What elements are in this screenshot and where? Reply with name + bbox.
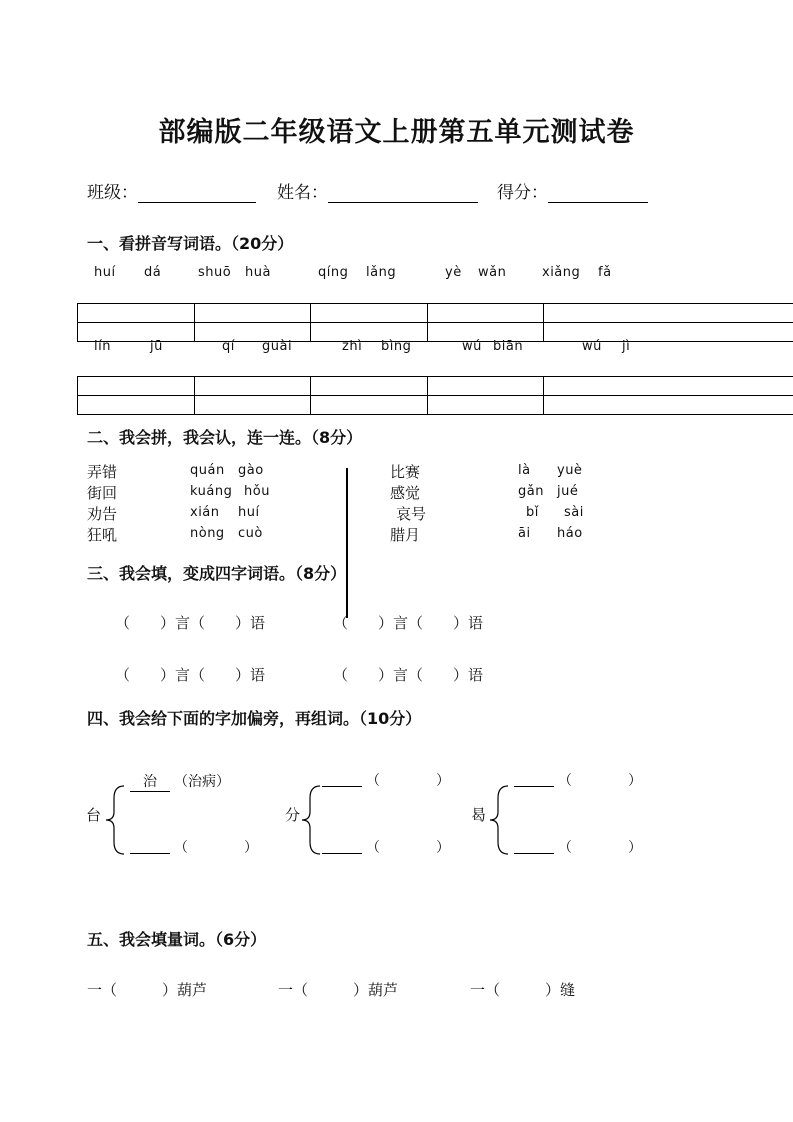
divider-line bbox=[346, 468, 348, 618]
match-pinyin: huí bbox=[238, 505, 260, 520]
writing-cell[interactable] bbox=[78, 377, 195, 396]
class-field bbox=[87, 178, 256, 203]
writing-cell[interactable] bbox=[544, 396, 793, 415]
section4-heading: 四、我会给下面的字加偏旁，再组词。（10分） bbox=[87, 709, 422, 728]
match-pinyin: gǎn bbox=[518, 484, 544, 499]
writing-cell[interactable] bbox=[78, 396, 195, 415]
writing-grid-1 bbox=[77, 303, 793, 342]
class-label: 班级： bbox=[87, 183, 138, 203]
writing-cell[interactable] bbox=[544, 323, 793, 342]
writing-cell[interactable] bbox=[78, 304, 195, 323]
brace-icon bbox=[488, 784, 510, 856]
radical-blank[interactable] bbox=[514, 853, 554, 854]
match-pinyin: hǒu bbox=[244, 484, 270, 499]
base-char: 曷 bbox=[471, 806, 487, 824]
class-blank[interactable] bbox=[138, 184, 256, 203]
base-char: 分 bbox=[285, 806, 301, 824]
pinyin: lǎng bbox=[366, 265, 397, 280]
word-blank[interactable]: （ ） bbox=[558, 773, 642, 789]
match-pinyin: xián bbox=[190, 505, 220, 520]
section2-heading: 二、我会拼，我会认，连一连。（8分） bbox=[87, 428, 363, 447]
writing-cell[interactable] bbox=[427, 396, 544, 415]
pinyin: bìng bbox=[381, 339, 412, 354]
pinyin: huí bbox=[94, 265, 116, 280]
word-blank[interactable]: （ ） bbox=[366, 840, 450, 856]
match-word: 弄错 bbox=[87, 463, 118, 481]
pinyin: fǎ bbox=[598, 265, 612, 280]
match-word: 哀号 bbox=[396, 505, 427, 523]
writing-cell[interactable] bbox=[194, 396, 311, 415]
word-blank[interactable]: （ ） bbox=[366, 773, 450, 789]
pinyin: zhì bbox=[342, 339, 363, 354]
match-pinyin: jué bbox=[557, 484, 579, 499]
match-pinyin: kuáng bbox=[190, 484, 233, 499]
section3-heading: 三、我会填，变成四字词语。（8分） bbox=[87, 564, 347, 583]
score-field bbox=[497, 178, 648, 203]
score-blank[interactable] bbox=[548, 184, 648, 203]
base-char: 台 bbox=[86, 806, 102, 824]
pinyin: dá bbox=[144, 265, 162, 280]
match-pinyin: gào bbox=[238, 463, 264, 478]
word-blank[interactable]: （ ） bbox=[558, 840, 642, 856]
example-word: （治病） bbox=[174, 774, 230, 790]
name-label: 姓名： bbox=[277, 183, 328, 203]
match-pinyin: yuè bbox=[557, 463, 583, 478]
match-pinyin: cuò bbox=[238, 526, 263, 541]
match-pinyin: āi bbox=[518, 526, 531, 541]
idiom-blank[interactable]: （ ）言（ ）语 bbox=[115, 666, 266, 684]
radical-blank[interactable] bbox=[322, 853, 362, 854]
brace-icon bbox=[104, 784, 126, 856]
writing-grid-2 bbox=[77, 376, 793, 415]
pinyin: wú bbox=[462, 339, 482, 354]
writing-cell[interactable] bbox=[194, 304, 311, 323]
match-pinyin: háo bbox=[557, 526, 583, 541]
match-word: 狂吼 bbox=[87, 526, 118, 544]
match-pinyin: quán bbox=[190, 463, 225, 478]
pinyin: yè bbox=[445, 265, 462, 280]
writing-cell[interactable] bbox=[311, 304, 428, 323]
writing-cell[interactable] bbox=[427, 377, 544, 396]
section5-heading: 五、我会填量词。（6分） bbox=[87, 930, 267, 949]
radical-blank[interactable] bbox=[322, 786, 362, 787]
radical-blank[interactable] bbox=[514, 786, 554, 787]
writing-cell[interactable] bbox=[427, 323, 544, 342]
idiom-blank[interactable]: （ ）言（ ）语 bbox=[333, 666, 484, 684]
writing-cell[interactable] bbox=[311, 377, 428, 396]
pinyin: wǎn bbox=[478, 265, 507, 280]
pinyin: lín bbox=[94, 339, 111, 354]
pinyin: qí bbox=[222, 339, 235, 354]
name-blank[interactable] bbox=[328, 184, 478, 203]
word-blank[interactable]: （ ） bbox=[174, 840, 258, 856]
pinyin: huà bbox=[245, 265, 271, 280]
pinyin: qíng bbox=[318, 265, 349, 280]
pinyin: xiǎng bbox=[542, 265, 581, 280]
pinyin: biān bbox=[493, 339, 524, 354]
match-pinyin: nòng bbox=[190, 526, 225, 541]
measure-word-blank[interactable]: 一（ ）葫芦 bbox=[87, 981, 208, 999]
measure-word-blank[interactable]: 一（ ）葫芦 bbox=[278, 981, 399, 999]
writing-cell[interactable] bbox=[544, 304, 793, 323]
writing-cell[interactable] bbox=[194, 377, 311, 396]
pinyin: jū bbox=[150, 339, 163, 354]
match-word: 街回 bbox=[87, 484, 118, 502]
pinyin: wú bbox=[582, 339, 602, 354]
writing-cell[interactable] bbox=[311, 396, 428, 415]
pinyin: jì bbox=[622, 339, 631, 354]
idiom-blank[interactable]: （ ）言（ ）语 bbox=[333, 614, 484, 632]
example-char: 治 bbox=[130, 771, 170, 792]
score-label: 得分： bbox=[497, 183, 548, 203]
match-word: 感觉 bbox=[390, 484, 421, 502]
measure-word-blank[interactable]: 一（ ）缝 bbox=[470, 981, 576, 999]
match-pinyin: bǐ bbox=[526, 505, 539, 520]
section1-heading: 一、看拼音写词语。（20分） bbox=[87, 234, 294, 253]
radical-blank[interactable] bbox=[130, 853, 170, 854]
match-pinyin: sài bbox=[564, 505, 584, 520]
name-field bbox=[277, 178, 478, 203]
pinyin: shuō bbox=[198, 265, 232, 280]
writing-cell[interactable] bbox=[427, 304, 544, 323]
pinyin: guài bbox=[262, 339, 293, 354]
match-pinyin: là bbox=[518, 463, 531, 478]
idiom-blank[interactable]: （ ）言（ ）语 bbox=[115, 614, 266, 632]
brace-icon bbox=[300, 784, 322, 856]
page-title: 部编版二年级语文上册第五单元测试卷 bbox=[158, 117, 635, 148]
match-word: 比赛 bbox=[390, 463, 421, 481]
match-word: 腊月 bbox=[390, 526, 421, 544]
writing-cell[interactable] bbox=[544, 377, 793, 396]
writing-cell[interactable] bbox=[194, 323, 311, 342]
match-word: 劝告 bbox=[87, 505, 118, 523]
